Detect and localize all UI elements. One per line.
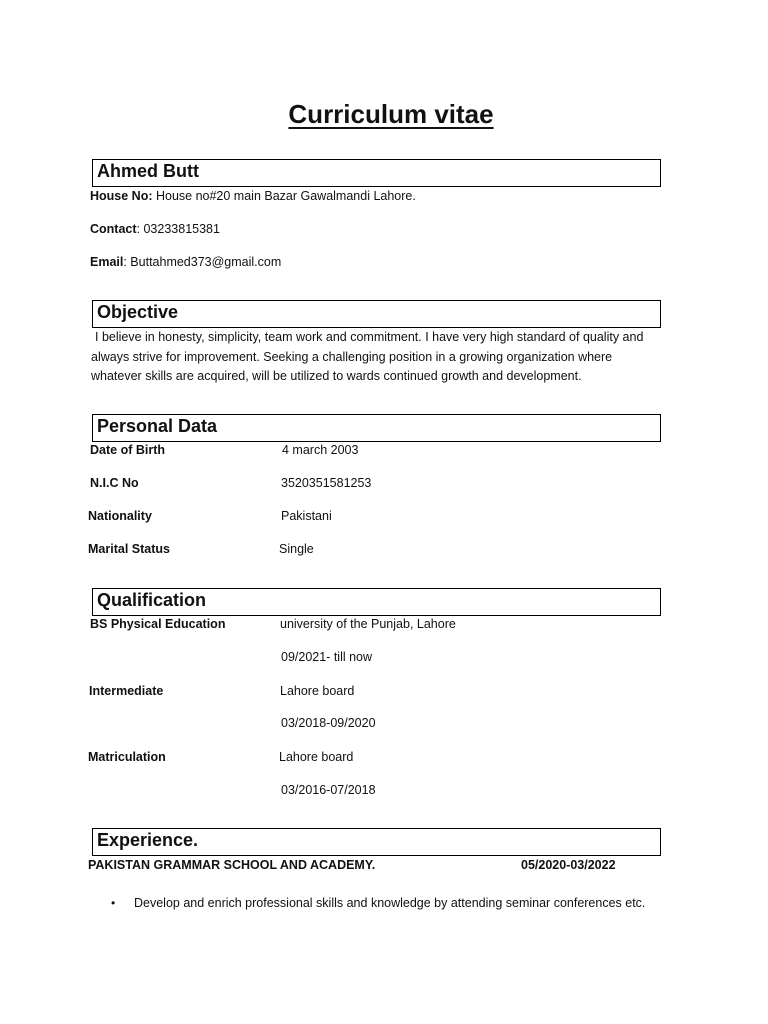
marital-status-value: Single: [279, 542, 314, 556]
address-line: [90, 189, 416, 203]
qualification-item-period: 09/2021- till now: [281, 650, 373, 664]
dob-value: 4 march 2003: [282, 443, 359, 457]
nationality-label: Nationality: [88, 509, 152, 523]
qualification-item-institution: Lahore board: [280, 684, 355, 698]
phone-line: [90, 222, 220, 236]
nic-value: 3520351581253: [281, 476, 372, 490]
qualification-item-institution: Lahore board: [279, 750, 354, 764]
objective-text: I believe in honesty, simplicity, team work and commitment. I have very high standard of quality and always strive for improvement. Seeking a challenging position in a growing organization where whatever skills are acquired, will be utilized to wards continued growth and development.: [91, 330, 644, 383]
qualification-item-label: BS Physical Education: [90, 617, 226, 631]
qualification-item-institution: university of the Punjab, Lahore: [280, 617, 456, 631]
phone-label: Contact: [90, 222, 137, 236]
email-label: Email: [90, 255, 124, 269]
qualification-item-period: 03/2018-09/2020: [281, 716, 376, 730]
qualification-item-label: Matriculation: [88, 750, 166, 764]
qualification-item-label: Intermediate: [89, 684, 164, 698]
marital-status-label: Marital Status: [88, 542, 170, 556]
objective-header-box: [92, 300, 661, 328]
address-value: House no#20 main Bazar Gawalmandi Lahore.: [152, 189, 416, 203]
email-value: : Buttahmed373@gmail.com: [123, 255, 282, 269]
experience-heading: Experience.: [97, 830, 199, 850]
qualification-header-box: [92, 588, 661, 616]
personal-data-heading: Personal Data: [97, 416, 218, 436]
experience-organization: PAKISTAN GRAMMAR SCHOOL AND ACADEMY.: [88, 858, 376, 872]
address-label: House No:: [90, 189, 153, 203]
document-title: Curriculum vitae: [288, 99, 494, 129]
nationality-value: Pakistani: [281, 509, 332, 523]
dob-label: Date of Birth: [90, 443, 165, 457]
experience-bullet-text: Develop and enrich professional skills and knowledge by attending seminar conferences etc.: [134, 896, 646, 910]
email-line: [90, 255, 281, 269]
qualification-heading: Qualification: [97, 590, 207, 610]
personal-data-header-box: [92, 414, 661, 442]
objective-heading: Objective: [97, 302, 179, 322]
candidate-name: Ahmed Butt: [97, 161, 199, 181]
phone-value: : 03233815381: [136, 222, 220, 236]
experience-header-box: [92, 828, 661, 856]
experience-period: 05/2020-03/2022: [521, 858, 616, 872]
nic-label: N.I.C No: [90, 476, 139, 490]
qualification-item-period: 03/2016-07/2018: [281, 783, 376, 797]
name-header-box: [92, 159, 661, 187]
bullet-icon: •: [111, 896, 116, 910]
